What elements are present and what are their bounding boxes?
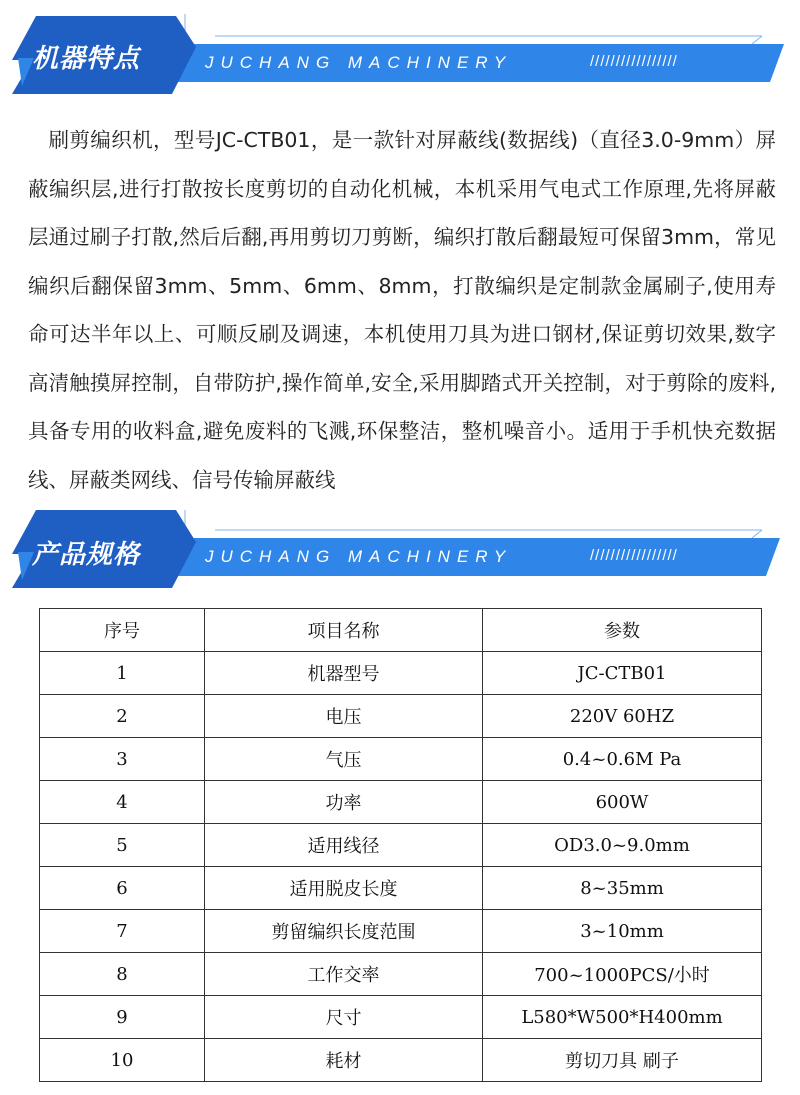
row-item-name: 气压 [205, 738, 483, 781]
row-parameter: 700~1000PCS/小时 [483, 953, 762, 996]
table-header-row [40, 609, 762, 652]
row-item-name: 适用线径 [205, 824, 483, 867]
row-item-name: 剪留编织长度范围 [205, 910, 483, 953]
decorative-slashes: ///////////////// [590, 53, 678, 70]
header-item-name: 项目名称 [205, 609, 483, 652]
table-row [40, 738, 762, 781]
table-row [40, 1039, 762, 1082]
row-parameter: L580*W500*H400mm [483, 996, 762, 1039]
table-row [40, 652, 762, 695]
table-row [40, 695, 762, 738]
row-parameter: OD3.0~9.0mm [483, 824, 762, 867]
brand-name: JUCHANG MACHINERY [205, 547, 513, 566]
row-parameter: 600W [483, 781, 762, 824]
row-index: 4 [40, 781, 205, 824]
row-parameter: 剪切刀具 刷子 [483, 1039, 762, 1082]
section-banner-features [0, 0, 800, 100]
header-parameter: 参数 [483, 609, 762, 652]
row-item-name: 功率 [205, 781, 483, 824]
table-row [40, 910, 762, 953]
brand-name: JUCHANG MACHINERY [205, 53, 513, 72]
row-item-name: 耗材 [205, 1039, 483, 1082]
spec-table [39, 608, 762, 1082]
machine-description: 刷剪编织机，型号JC-CTB01，是一款针对屏蔽线(数据线)（直径3.0-9mm）屏蔽编织层,进行打散按长度剪切的自动化机械，本机采用气电式工作原理,先将屏蔽层通过刷子打散,然后后翻,再用剪切刀剪断，编织打散后翻最短可保留3mm，常见编织后翻保留3mm、5mm、6mm、8mm，打散编织是定制款金属刷子,使用寿命可达半年以上、可顺反刷及调速，本机使用刀具为进口钢材,保证剪切效果,数字高清触摸屏控制，自带防护,操作简单,安全,采用脚踏式开关控制，对于剪除的废料,具备专用的收料盒,避免废料的飞溅,环保整洁，整机噪音小。适用于手机快充数据线、屏蔽类网线、信号传输屏蔽线 [28, 128, 776, 492]
row-parameter: 0.4~0.6M Pa [483, 738, 762, 781]
row-index: 5 [40, 824, 205, 867]
table-row [40, 996, 762, 1039]
table-row [40, 824, 762, 867]
row-parameter: 220V 60HZ [483, 695, 762, 738]
row-item-name: 机器型号 [205, 652, 483, 695]
row-item-name: 尺寸 [205, 996, 483, 1039]
table-row [40, 781, 762, 824]
row-index: 9 [40, 996, 205, 1039]
table-row [40, 953, 762, 996]
row-index: 1 [40, 652, 205, 695]
row-parameter: JC-CTB01 [483, 652, 762, 695]
section-title: 产品规格 [32, 540, 141, 570]
row-item-name: 电压 [205, 695, 483, 738]
row-index: 6 [40, 867, 205, 910]
section-banner-specs [0, 500, 800, 600]
decorative-slashes: ///////////////// [590, 547, 678, 564]
header-index: 序号 [40, 609, 205, 652]
row-parameter: 8~35mm [483, 867, 762, 910]
table-row [40, 867, 762, 910]
row-item-name: 工作交率 [205, 953, 483, 996]
row-index: 3 [40, 738, 205, 781]
row-index: 7 [40, 910, 205, 953]
row-index: 10 [40, 1039, 205, 1082]
row-parameter: 3~10mm [483, 910, 762, 953]
section-title: 机器特点 [32, 44, 141, 74]
row-index: 2 [40, 695, 205, 738]
row-index: 8 [40, 953, 205, 996]
row-item-name: 适用脱皮长度 [205, 867, 483, 910]
